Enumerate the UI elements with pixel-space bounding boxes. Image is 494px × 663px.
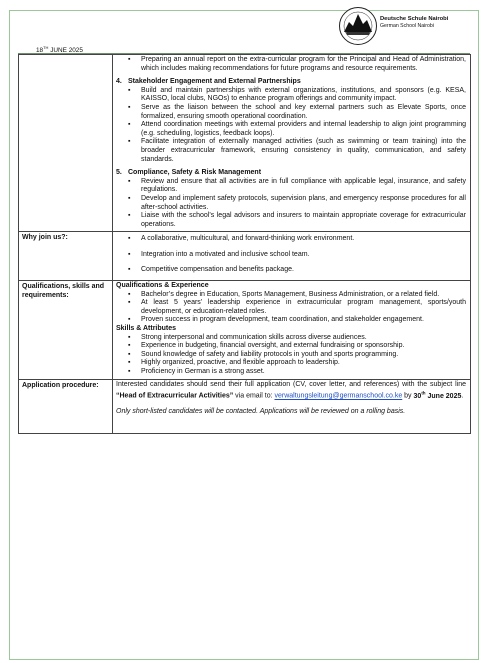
list-item: ▪ Review and ensure that all activities are in full compliance with applicable legal, insurance, and safety regulations. (116, 178, 466, 195)
why-join-list (116, 235, 466, 275)
application-content (113, 379, 471, 433)
application-subject: “Head of Extracurricular Activities” (116, 392, 234, 400)
date-rest: JUNE 2025 (48, 47, 83, 55)
application-email-link[interactable]: verwaltungsleitung@germanschool.co.ke (274, 392, 403, 400)
school-logo-icon (338, 6, 378, 46)
list-item: ▪ At least 5 years’ leadership experience in extracurricular program management, sports/youth development, or education-related roles. (116, 299, 466, 316)
list-item: ▪ Experience in budgeting, financial oversight, and external fundraising or sponsorship. (116, 342, 466, 351)
list-item: ▪ Develop and implement safety protocols, supervision plans, and emergency response procedures for all after-school activities. (116, 195, 466, 212)
school-name-secondary: German School Nairobi (380, 22, 434, 29)
qualifications-label: Qualifications, skills and requirements: (19, 281, 113, 380)
application-deadline: 30th June 2025 (413, 390, 462, 400)
school-name (380, 16, 448, 29)
list-item: ▪ Facilitate integration of externally managed activities (such as swimming or team training) into the broader extracurricular framework, ensuring consistency in quality, communication, and safety standards. (116, 138, 466, 164)
list-item: ▪ Build and maintain partnerships with external organizations, institutions, and sponsors (e.g. KESA, KAISSO, local clubs, NGOs) to enhance program offerings and community impact. (116, 87, 466, 104)
section-4-list (116, 87, 466, 164)
qualifications-heading: Qualifications & Experience (116, 282, 209, 290)
section-5-list (116, 178, 466, 230)
skills-heading: Skills & Attributes (116, 325, 177, 333)
skills-list (116, 334, 466, 377)
qualifications-row (19, 281, 471, 380)
list-item: ▪ Strong interpersonal and communication skills across diverse audiences. (116, 334, 466, 343)
application-instructions: Interested candidates should send their full application (CV, cover letter, and references) with the subject line “Head of Extracurricular Activities” via email to: verwaltungsleitung@germanschool.co.ke by 30th June 2025. (116, 380, 466, 400)
date-day: 18 (36, 47, 44, 55)
list-item: ▪ Attend coordination meetings with external providers and internal leadership to align joint programming (e.g. scheduling, logistics, feedback loops). (116, 121, 466, 138)
list-item: ▪ Serve as the liaison between the school and key external partners such as Elevate Sports, once formalized, ensuring smooth operational coordination. (116, 104, 466, 121)
continued-list (116, 56, 466, 73)
qualifications-content (113, 281, 471, 380)
empty-label-cell (19, 55, 113, 232)
list-item: ▪ A collaborative, multicultural, and forward-thinking work environment. (116, 235, 466, 244)
section-4-heading: 4. Stakeholder Engagement and External Partnerships (116, 78, 301, 86)
section-5-heading: 5. Compliance, Safety & Risk Management (116, 169, 262, 177)
list-item: ▪ Bachelor’s degree in Education, Sports Management, Business Administration, or a related field. (116, 291, 466, 300)
list-item: ▪ Highly organized, proactive, and flexible approach to leadership. (116, 359, 466, 368)
application-row (19, 379, 471, 433)
application-label: Application procedure: (19, 379, 113, 433)
school-name-primary: Deutsche Schule Nairobi (380, 16, 449, 22)
why-join-label: Why join us?: (19, 232, 113, 281)
why-join-content (113, 232, 471, 281)
list-item: ▪ Preparing an annual report on the extra-curricular program for the Principal and Head of Administration, which includes making recommendations for future programs and resource requirements. (116, 56, 466, 73)
list-item: ▪ Proven success in program development, team coordination, and stakeholder engagement. (116, 316, 466, 325)
responsibilities-content (113, 55, 471, 232)
list-item: ▪ Proficiency in German is a strong asset. (116, 368, 466, 377)
application-note: Only short-listed candidates will be contacted. Applications will be reviewed on a rolling basis. (116, 408, 406, 416)
qualifications-list (116, 291, 466, 325)
list-item: ▪ Sound knowledge of safety and liability protocols in youth and sports programming. (116, 351, 466, 360)
list-item: ▪ Liaise with the school’s legal advisors and insurers to maintain appropriate coverage for extracurricular operations. (116, 212, 466, 229)
job-details-table (18, 54, 471, 434)
responsibilities-row (19, 55, 471, 232)
date-suffix: TH (43, 45, 49, 50)
list-item: ▪ Integration into a motivated and inclusive school team. (116, 251, 466, 260)
list-item: ▪ Competitive compensation and benefits package. (116, 266, 466, 275)
why-join-row (19, 232, 471, 281)
